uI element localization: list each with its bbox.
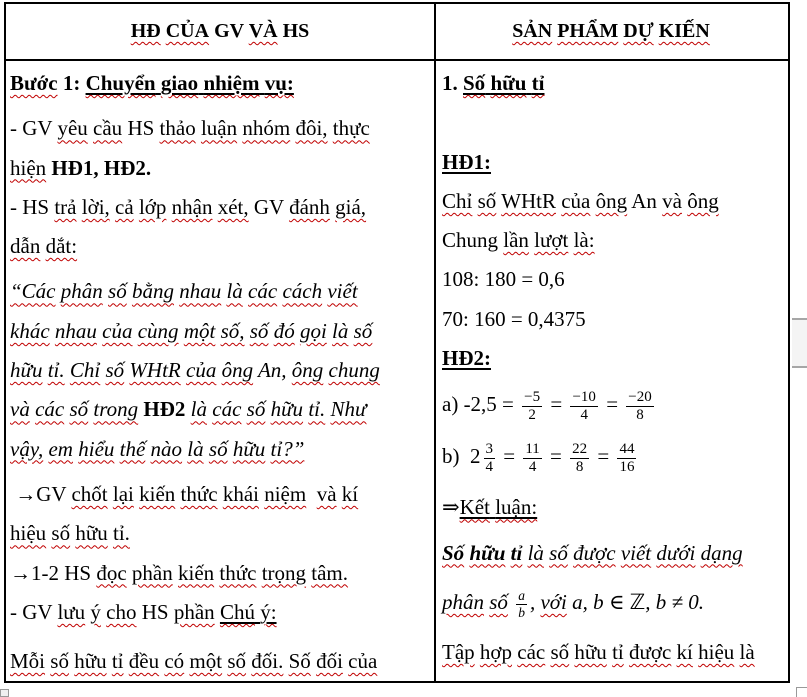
- text-line[interactable]: Chỉ số WHtR của ông An và ông: [442, 188, 719, 213]
- text-line[interactable]: phân số $\frac{a}{b}$ , với a, b ∈ ℤ, b ≠ 0.: [442, 588, 705, 620]
- fraction: $\frac{-5}{2}$: [524, 388, 541, 424]
- text-line[interactable]: Tập hợp các số hữu tỉ được kí hiệu là: [442, 639, 755, 664]
- fraction: $\frac{a}{b}$: [518, 588, 525, 620]
- text-line[interactable]: - HS trả lời, cả lớp nhận xét, GV đánh giá,: [10, 194, 367, 219]
- text-line[interactable]: 1. Số hữu tỉ: [442, 71, 545, 95]
- text-line[interactable]: hữu tỉ. Chỉ số WHtR của ông An, ông chung: [10, 358, 380, 383]
- text-line[interactable]: →GV chốt lại kiến thức khái niệm và kí: [10, 481, 359, 506]
- text-line[interactable]: hiện HĐ1, HĐ2.: [10, 155, 152, 180]
- text-line[interactable]: →1-2 HS đọc phần kiến thức trọng tâm.: [10, 560, 349, 585]
- text-line[interactable]: hiệu số hữu tỉ.: [10, 521, 130, 546]
- left-column-content[interactable]: [10, 64, 434, 681]
- text-line[interactable]: Chung lần lượt là:: [442, 228, 595, 253]
- text-line[interactable]: a) -2,5 = $\frac{-5}{2}$ = $\frac{-10}{4}$ = $\frac{-20}{8}$: [442, 388, 652, 424]
- text-line[interactable]: vậy, em hiểu thế nào là số hữu tỉ?”: [10, 436, 305, 461]
- table-header-row: [6, 4, 788, 61]
- text-line[interactable]: Bước 1: Chuyển giao nhiệm vụ:: [10, 71, 294, 95]
- fraction: $\frac{3}{4}$: [485, 440, 493, 476]
- fraction: $\frac{11}{4}$: [525, 440, 540, 476]
- text-line[interactable]: - GV lưu ý cho HS phần Chú ý:: [10, 599, 277, 624]
- text-line[interactable]: dẫn dắt:: [10, 234, 78, 259]
- right-column-content[interactable]: [442, 64, 790, 672]
- lesson-plan-table: [4, 2, 790, 683]
- text-line[interactable]: 70: 160 = 0,4375: [442, 306, 586, 331]
- text-line[interactable]: khác nhau của cùng một số, số đó gọi là số: [10, 318, 373, 343]
- text-line[interactable]: Mỗi số hữu tỉ đều có một số đối. Số đối của: [10, 649, 378, 674]
- fraction: $\frac{-20}{8}$: [628, 388, 652, 424]
- text-line[interactable]: b) 2 $\frac{3}{4}$ = $\frac{11}{4}$ = $\frac{22}{8}$ = $\frac{44}{16}$: [442, 440, 635, 476]
- page-corner-mark-right: [796, 687, 807, 697]
- header-cell-activities[interactable]: HĐ CỦA GV VÀ HS: [130, 20, 310, 42]
- page-corner-mark-left: [0, 689, 9, 697]
- text-line[interactable]: “Các phân số bằng nhau là các cách viết: [10, 279, 358, 304]
- text-line[interactable]: HĐ1:: [442, 149, 491, 174]
- text-line[interactable]: và các số trong HĐ2 là các số hữu tỉ. Như: [10, 397, 367, 422]
- fraction: $\frac{-10}{4}$: [572, 388, 596, 424]
- fraction: $\frac{22}{8}$: [572, 440, 588, 476]
- text-line[interactable]: - GV yêu cầu HS thảo luận nhóm đôi, thực: [10, 116, 370, 141]
- text-line[interactable]: ⇒Kết luận:: [442, 495, 538, 520]
- text-line[interactable]: Số hữu tỉ là số được viết dưới dạng: [442, 540, 743, 565]
- scrollbar-thumb[interactable]: [792, 318, 807, 368]
- fraction: $\frac{44}{16}$: [619, 440, 635, 476]
- column-divider: [434, 4, 436, 681]
- text-line[interactable]: HĐ2:: [442, 346, 491, 371]
- text-line[interactable]: 108: 180 = 0,6: [442, 267, 565, 292]
- text-line[interactable]: [442, 103, 790, 142]
- header-cell-expected-products[interactable]: SẢN PHẨM DỰ KIẾN: [512, 20, 710, 42]
